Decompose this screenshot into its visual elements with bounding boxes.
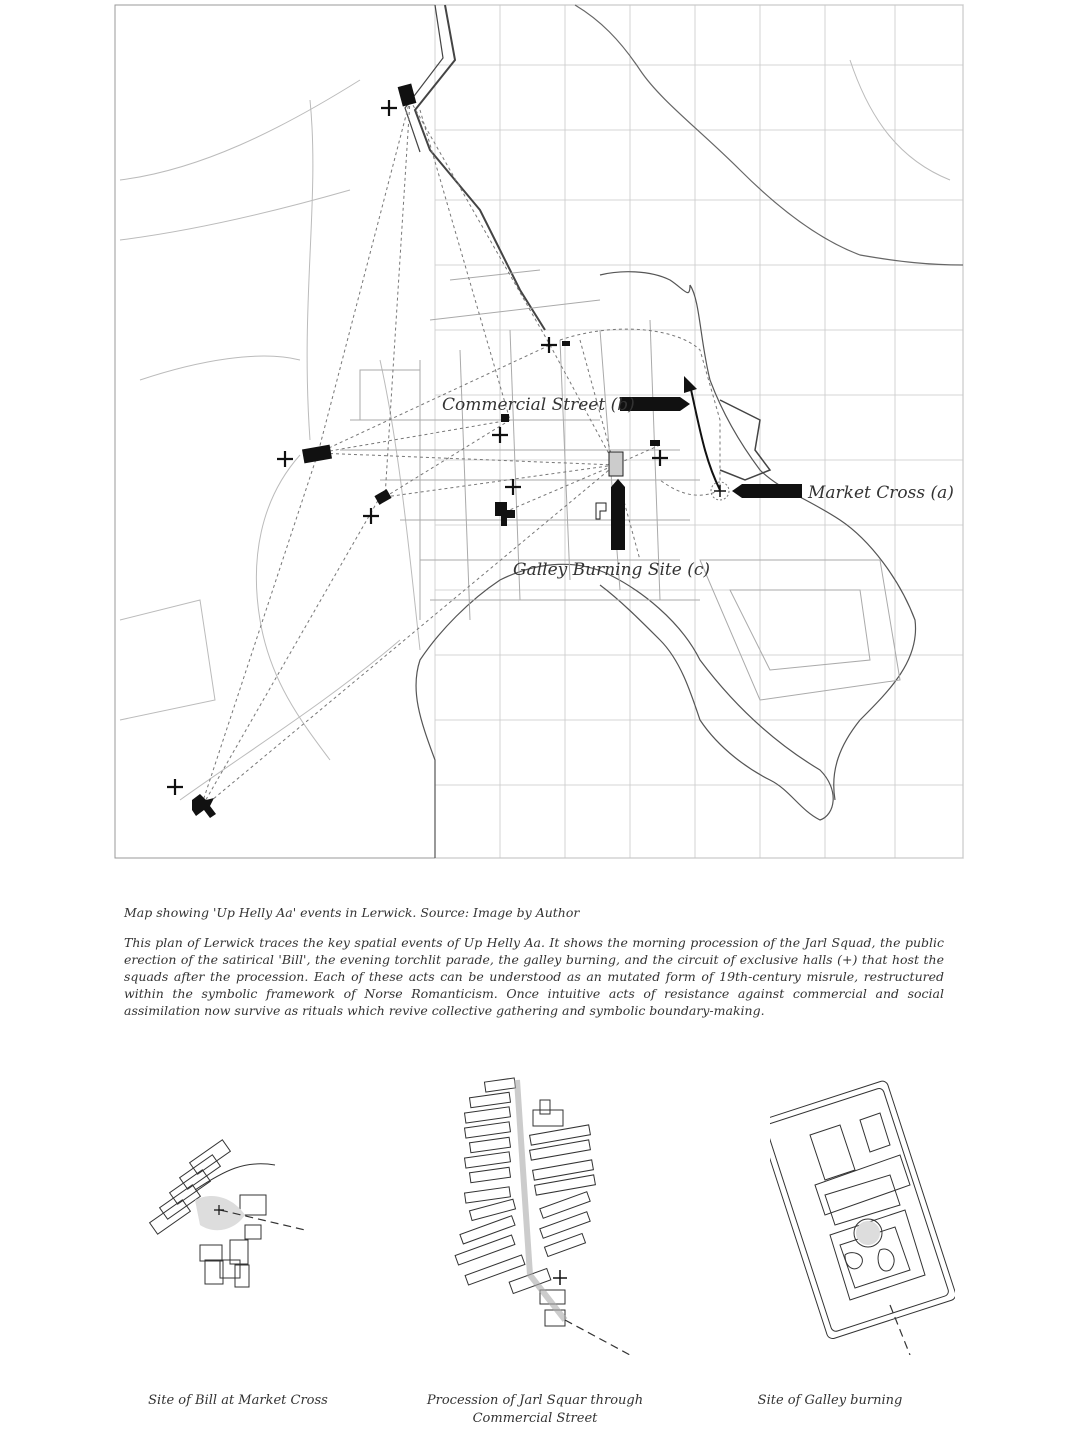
small-building	[596, 503, 606, 519]
inset-market-cross	[135, 1130, 325, 1310]
east-jetty	[720, 400, 770, 480]
roads-west	[120, 60, 950, 800]
hall-markers	[167, 100, 668, 795]
inset-galley-burning-label: Site of Galley burning	[757, 1393, 903, 1408]
inset-galley-burning	[770, 1075, 955, 1355]
market-cross-label: Market Cross (a)	[808, 483, 954, 503]
inset-commercial-street-label-line1: Procession of Jarl Squar through	[426, 1393, 644, 1408]
galley-site-label: Galley Burning Site (c)	[513, 560, 711, 580]
inset-commercial-street-label	[415, 1392, 655, 1428]
map-caption	[124, 905, 944, 1019]
commercial-street-label: Commercial Street (b)	[442, 395, 635, 415]
coastline-town	[416, 564, 833, 858]
map-frame	[115, 5, 963, 858]
galley-site-building	[609, 452, 623, 476]
caption-title: Map showing 'Up Helly Aa' events in Lerwick. Source: Image by Author	[124, 905, 580, 920]
market-cross-marker	[714, 485, 726, 497]
coastline-peninsula	[690, 285, 916, 800]
inset-market-cross-label: Site of Bill at Market Cross	[148, 1393, 328, 1408]
procession-routes	[200, 100, 720, 810]
galley-site-arrow	[611, 479, 625, 550]
market-cross-route	[690, 385, 720, 490]
coastline-east	[575, 5, 963, 265]
caption-description: This plan of Lerwick traces the key spatial events of Up Helly Aa. It shows the morning procession of the Jarl Squad, the public erection of the satirical 'Bill', the evening torchlit parade, the galley burning, and the circuit of exclusive halls (+) that host the squads after the procession. Each of these acts can be understood as an mutated form of 19th-century misrule, restructured within the symbolic framework of Norse Romanticism. Once intuitive acts of resistance against commercial and social assimilation now survive as rituals which revive collective gathering and symbolic boundary-making.	[124, 935, 944, 1018]
north-pier	[415, 5, 545, 330]
harbour-shore	[600, 272, 690, 293]
hall-buildings	[192, 84, 660, 818]
market-cross-arrow	[732, 484, 802, 498]
inset-commercial-street-label-line2: Commercial Street	[472, 1411, 598, 1426]
inset-commercial-street	[445, 1075, 645, 1355]
